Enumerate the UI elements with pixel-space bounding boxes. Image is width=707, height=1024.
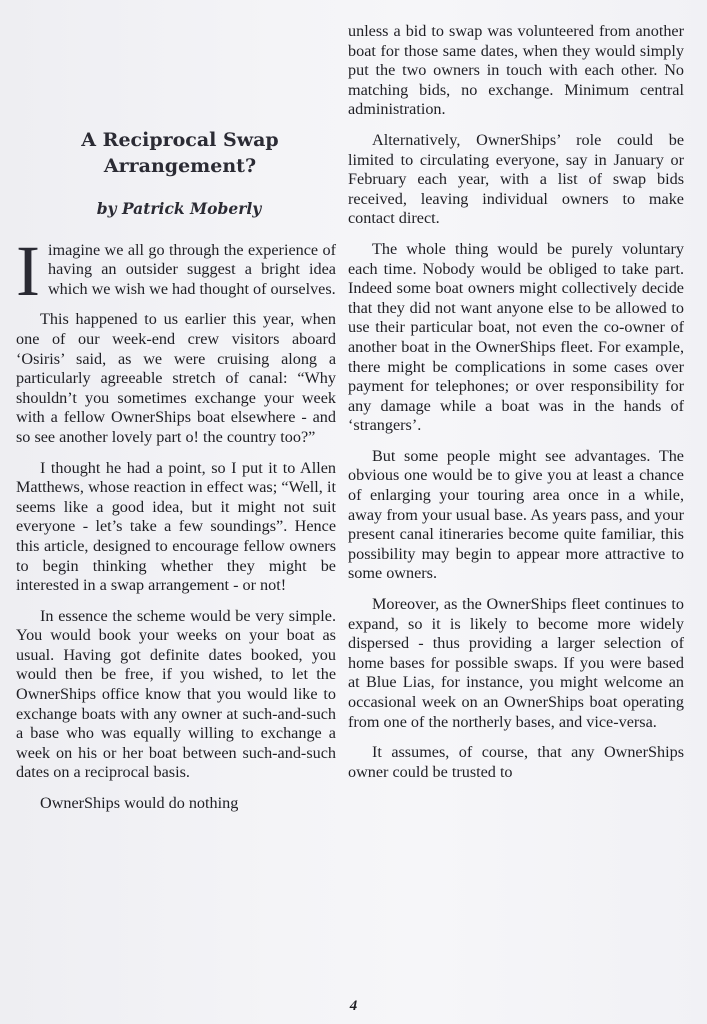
left-column bbox=[16, 0, 336, 825]
paragraph: Moreover, as the OwnerShips fleet continues to expand, so it is likely to become more widely dispersed - thus providing a larger selection of home bases for possible swaps. If you were based at Blue Lias, for instance, you might welcome an occasional week on an OwnerShips boat operating from one of the northerly bases, and vice-versa. bbox=[348, 595, 684, 731]
article-byline: by Patrick Moberly bbox=[96, 199, 262, 218]
article-title: A Reciprocal Swap Arrangement? bbox=[81, 129, 279, 177]
paragraph: I thought he had a point, so I put it to Allen Matthews, whose reaction in effect was; “Well, it seems like a good idea, but it might not suit everyone - let’s take a few soundings”. Hence this article, designed to encourage fellow owners to begin thinking whether they might be interested in a swap arrangement - or not! bbox=[16, 458, 336, 595]
first-paragraph-text: imagine we all go through the experience of having an outsider suggest a bright idea which we wish we had thought of ourselves. bbox=[47, 240, 336, 298]
paragraph: The whole thing would be purely voluntary each time. Nobody would be obliged to take part. Indeed some boat owners might collectively decide that they did not want anyone else to be allowed to use their particular boat, not even the co-owner of another boat in the OwnerShips fleet. For example, there might be complications in some cases over payment for telephones; or over responsibility for any damage while a boat was in the hands of ‘strangers’. bbox=[348, 239, 684, 435]
first-paragraph bbox=[16, 230, 336, 311]
paragraph: But some people might see advantages. The obvious one would be to give you at least a chance of enlarging your touring area once in a while, away from your usual base. As years pass, and your present canal itineraries become quite familiar, this possibility may begin to appear more attractive to some owners. bbox=[348, 446, 684, 583]
continued-paragraph: unless a bid to swap was volunteered from another boat for those same dates, when they would simply put the two owners in touch with each other. No matching bids, no exchange. Minimum central administration. bbox=[348, 22, 684, 119]
paragraph: In essence the scheme would be very simple. You would book your weeks on your boat as usual. Having got definite dates booked, you would then be free, if you wished, to let the OwnerShips office know that you would like to exchange boats with any owner at such-and-such a base who was equally willing to exchange a week on his or her boat between such-and-such dates on a reciprocal basis. bbox=[16, 606, 336, 782]
paragraph: OwnerShips would do nothing bbox=[40, 794, 239, 813]
paragraph: Alternatively, OwnerShips’ role could be limited to circulating everyone, say in January or February each year, with a list of swap bids received, leaving individual owners to make contact direct. bbox=[348, 130, 684, 228]
right-column bbox=[348, 22, 684, 793]
drop-cap: I bbox=[16, 230, 40, 311]
paragraph: This happened to us earlier this year, when one of our week-end crew visitors aboard ‘Osiris’ said, as we were cruising along a particularly agreeable stretch of canal: “Why shouldn’t you sometimes exchange your week with a fellow OwnerShips boat elsewhere - and so see another lovely part o! the country too?” bbox=[16, 310, 336, 446]
paragraph: It assumes, of course, that any OwnerShips owner could be trusted to bbox=[348, 743, 684, 781]
page-number: 4 bbox=[349, 998, 358, 1014]
